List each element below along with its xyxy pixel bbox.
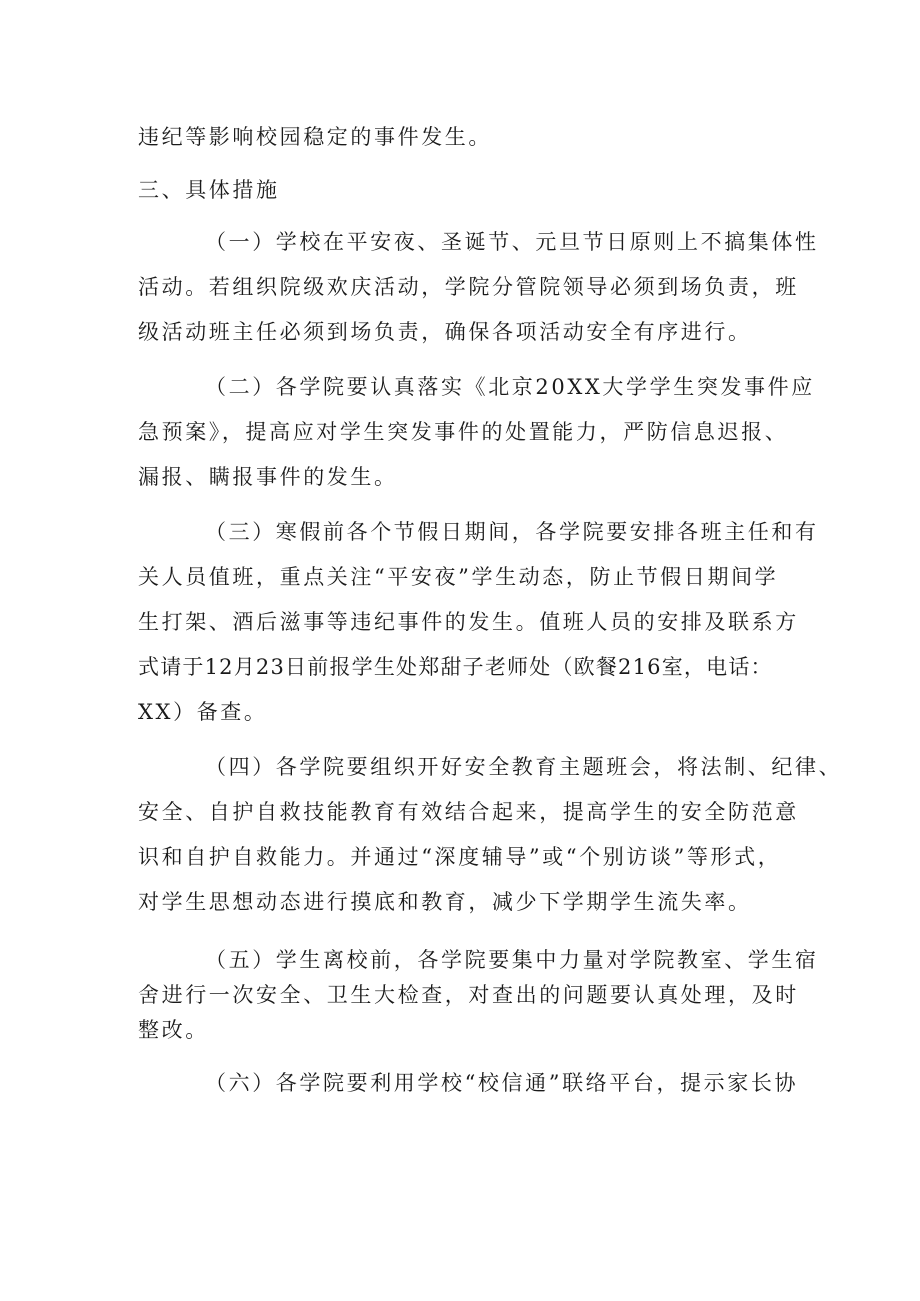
text-line: 安全、自护自救技能教育有效结合起来，提高学生的安全防范意 <box>138 800 799 824</box>
text-line: 对学生思想动态进行摸底和教育，减少下学期学生流失率。 <box>138 890 752 914</box>
text-line: 违纪等影响校园稳定的事件发生。 <box>138 125 492 149</box>
text-line: （一）学校在平安夜、圣诞节、元旦节日原则上不搞集体性 <box>205 230 819 254</box>
text-line: （六）各学院要利用学校“校信通”联络平台，提示家长协 <box>205 1071 799 1095</box>
text-line: 急预案》，提高应对学生突发事件的处置能力，严防信息迟报、 <box>138 420 789 444</box>
text-line: 整改。 <box>138 1018 209 1042</box>
text-line: 式请于12月23日前报学生处郑甜子老师处（欧餐216室，电话： <box>138 655 773 679</box>
text-line: （三）寒假前各个节假日期间，各学院要安排各班主任和有 <box>205 520 819 544</box>
text-line: （二）各学院要认真落实《北京20XX大学学生突发事件应 <box>205 375 815 399</box>
text-line: XX）备查。 <box>138 700 268 724</box>
section-heading: 三、具体措施 <box>138 178 280 202</box>
text-line: （四）各学院要组织开好安全教育主题班会，将法制、纪律、 <box>205 755 843 779</box>
text-line: 关人员值班，重点关注“平安夜”学生动态，防止节假日期间学 <box>138 565 779 589</box>
text-line: 级活动班主任必须到场负责，确保各项活动安全有序进行。 <box>138 320 752 344</box>
text-line: （五）学生离校前，各学院要集中力量对学院教室、学生宿 <box>205 948 819 972</box>
text-line: 舍进行一次安全、卫生大检查，对查出的问题要认真处理，及时 <box>138 983 799 1007</box>
text-line: 识和自护自救能力。并通过“深度辅导”或“个别访谈”等形式， <box>138 845 782 869</box>
text-line: 生打架、酒后滋事等违纪事件的发生。值班人员的安排及联系方 <box>138 610 799 634</box>
text-line: 活动。若组织院级欢庆活动，学院分管院领导必须到场负责，班 <box>138 275 799 299</box>
text-line: 漏报、瞒报事件的发生。 <box>138 465 398 489</box>
